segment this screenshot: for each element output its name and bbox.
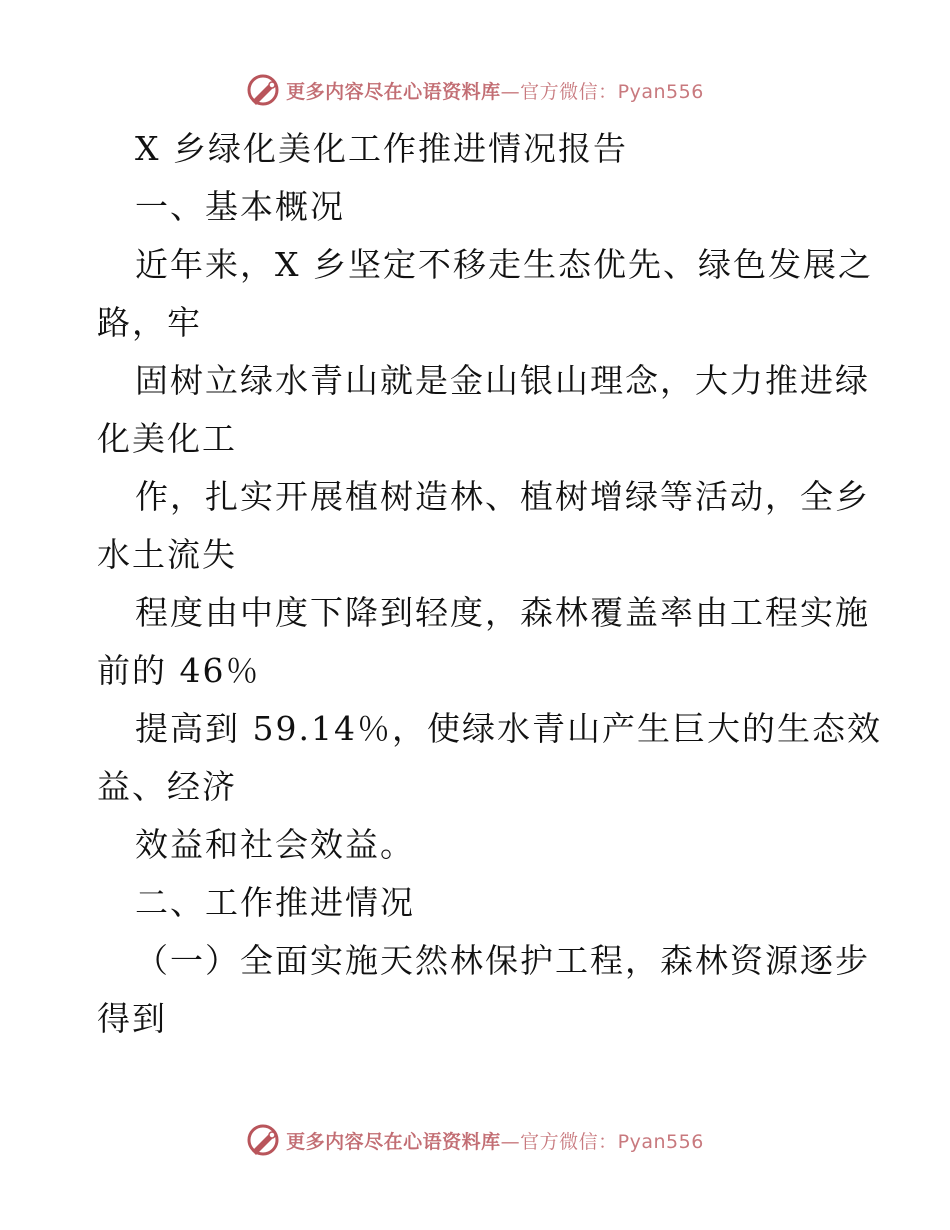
banner-wechat-text: 官方微信：Pyan556 [520, 1130, 704, 1153]
text-line: 近年来，X 乡坚定不移走生态优先、绿色发展之 [135, 245, 873, 284]
pen-logo-icon [246, 1123, 280, 1157]
text-line: 前的 46％ [97, 651, 261, 690]
text-line: 一、基本概况 [135, 187, 345, 226]
text-line: 路，牢 [97, 303, 202, 342]
banner-main-text: 更多内容尽在心语资料库 [286, 1130, 501, 1153]
text-line: 益、经济 [97, 767, 237, 806]
banner-dash: — [500, 80, 521, 103]
text-line: 化美化工 [97, 419, 237, 458]
banner-wechat-text: 官方微信：Pyan556 [520, 80, 704, 103]
text-line: 水土流失 [97, 535, 237, 574]
text-line: X 乡绿化美化工作推进情况报告 [135, 129, 628, 168]
text-line: 效益和社会效益。 [135, 825, 415, 864]
text-line: 得到 [97, 999, 167, 1038]
banner-text [286, 1127, 704, 1154]
text-line: 程度由中度下降到轻度，森林覆盖率由工程实施 [135, 593, 870, 632]
document-body [97, 120, 882, 1048]
text-line: 提高到 59.14％，使绿水青山产生巨大的生态效 [135, 709, 882, 748]
text-line: （一）全面实施天然林保护工程，森林资源逐步 [135, 941, 870, 980]
banner-dash: — [500, 1130, 521, 1153]
pen-logo-icon [246, 73, 280, 107]
banner-text [286, 77, 704, 104]
text-line: 二、工作推进情况 [135, 883, 415, 922]
banner-main-text: 更多内容尽在心语资料库 [286, 80, 501, 103]
text-line: 固树立绿水青山就是金山银山理念，大力推进绿 [135, 361, 870, 400]
text-line: 作，扎实开展植树造林、植树增绿等活动，全乡 [135, 477, 870, 516]
header-watermark-banner [0, 70, 950, 110]
footer-watermark-banner [0, 1120, 950, 1160]
